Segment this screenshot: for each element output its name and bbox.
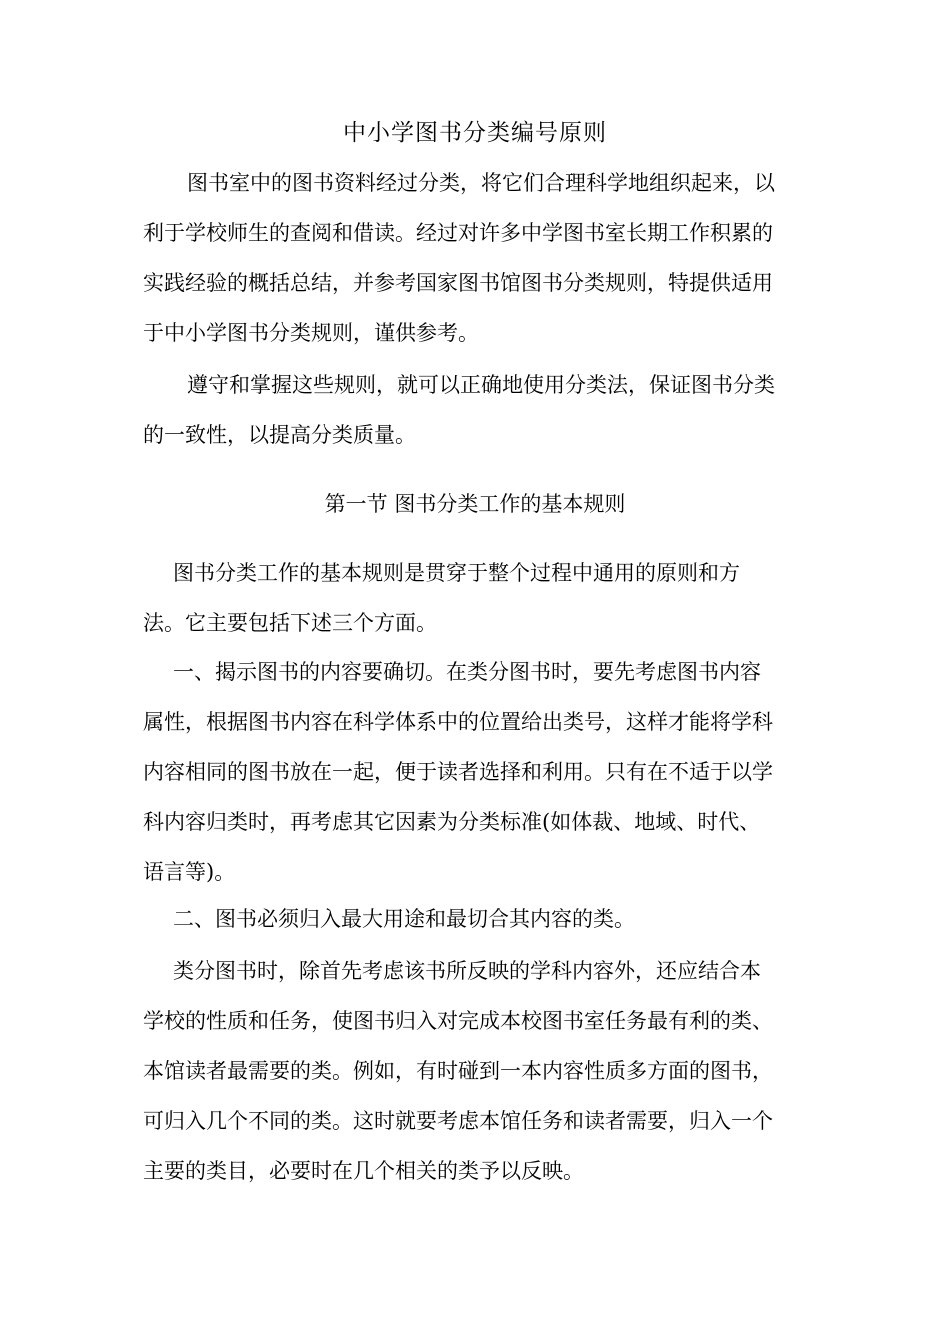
text-line: 二、图书必须归入最大用途和最切合其内容的类。 <box>173 907 635 931</box>
text-line: 属性，根据图书内容在科学体系中的位置给出类号，这样才能将学科 <box>143 710 773 734</box>
text-line: 遵守和掌握这些规则，就可以正确地使用分类法，保证图书分类 <box>187 373 775 397</box>
text-line: 图书分类工作的基本规则是贯穿于整个过程中通用的原则和方 <box>173 561 740 585</box>
intro-paragraph-2 <box>143 360 807 460</box>
document-title: 中小学图书分类编号原则 <box>343 120 607 146</box>
text-line: 本馆读者最需要的类。例如，有时碰到一本内容性质多方面的图书， <box>143 1059 773 1083</box>
text-line: 学校的性质和任务，使图书归入对完成本校图书室任务最有利的类、 <box>143 1009 773 1033</box>
section1-paragraph-1 <box>143 548 807 648</box>
text-line: 科内容归类时，再考虑其它因素为分类标准(如体裁、地域、时代、 <box>143 810 761 834</box>
text-line: 语言等)。 <box>143 860 236 884</box>
intro-paragraph-1 <box>143 158 807 358</box>
text-line: 主要的类目，必要时在几个相关的类予以反映。 <box>143 1159 584 1183</box>
text-line: 于中小学图书分类规则，谨供参考。 <box>143 321 479 345</box>
text-line: 类分图书时，除首先考虑该书所反映的学科内容外，还应结合本 <box>173 959 761 983</box>
text-line: 利于学校师生的查阅和借读。经过对许多中学图书室长期工作积累的 <box>143 221 773 245</box>
section1-paragraph-2 <box>143 647 807 897</box>
section1-paragraph-3 <box>143 894 807 944</box>
text-line: 法。它主要包括下述三个方面。 <box>143 611 437 635</box>
text-line: 可归入几个不同的类。这时就要考虑本馆任务和读者需要，归入一个 <box>143 1109 773 1133</box>
text-line: 一、揭示图书的内容要确切。在类分图书时，要先考虑图书内容 <box>173 660 761 684</box>
text-line: 图书室中的图书资料经过分类，将它们合理科学地组织起来，以 <box>187 171 775 195</box>
text-line: 内容相同的图书放在一起，便于读者选择和利用。只有在不适于以学 <box>143 760 773 784</box>
text-line: 的一致性，以提高分类质量。 <box>143 423 416 447</box>
section1-paragraph-4 <box>143 946 807 1196</box>
section-heading: 第一节 图书分类工作的基本规则 <box>324 492 626 516</box>
text-line: 实践经验的概括总结，并参考国家图书馆图书分类规则，特提供适用 <box>143 271 773 295</box>
